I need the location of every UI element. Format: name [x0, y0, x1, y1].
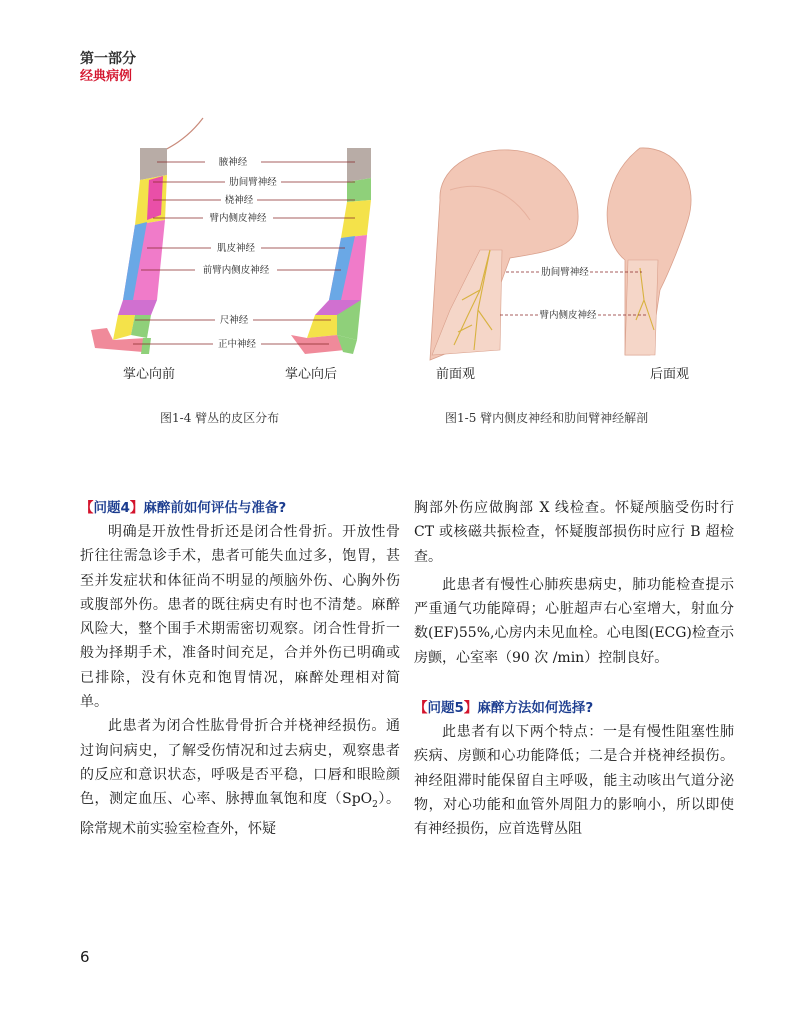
label-axillary: 腋神经	[218, 157, 248, 168]
label-ulnar: 尺神经	[219, 315, 249, 326]
arm-palm-forward	[91, 148, 167, 354]
figure5-caption: 图1-5 臂内侧皮神经和肋间臂神经解剖	[445, 411, 649, 425]
figure-dermatome-map	[85, 110, 385, 390]
label-medial-brachial-cutaneous: 臂内侧皮神经	[209, 213, 267, 224]
label-median: 正中神经	[217, 339, 257, 350]
q5-paragraph-1: 此患者有以下两个特点：一是有慢性阻塞性肺疾病、房颤和心功能降低；二是合并桡神经损伤。神经阻滞时能保留自主呼吸，能主动咳出气道分泌物，对心功能和血管外周阻力的影响小，所以即使有神经损伤，应首选臂丛阻	[414, 724, 734, 838]
right-column	[414, 496, 734, 842]
label-palm-back: 掌心向后	[285, 367, 338, 382]
figure-arm-anatomy	[410, 140, 720, 390]
label-back-view: 后面观	[650, 367, 690, 382]
label-intercostobrachial-5: 肋间臂神经	[541, 267, 589, 278]
q4-paragraph-2: 此患者为闭合性肱骨骨折合并桡神经损伤。通过询问病史，了解受伤情况和过去病史，观察患者的反应和意识状态，呼吸是否平稳，口唇和眼睑颜色，测定血压、心率、脉搏血氧饱和度（SpO$_2$）。除常规术前实验室检查外，怀疑	[80, 718, 400, 838]
left-column	[80, 496, 400, 842]
label-musculocutaneous: 肌皮神经	[216, 243, 256, 254]
label-front-view: 前面观	[436, 367, 476, 382]
arm-palm-back	[291, 148, 371, 354]
section-label: 经典病例	[80, 69, 133, 84]
label-palm-forward: 掌心向前	[123, 367, 176, 382]
label-intercostobrachial: 肋间臂神经	[229, 177, 277, 188]
label-medial-brachial-cutaneous-5: 臂内侧皮神经	[539, 310, 597, 321]
figure4-caption: 图1-4 臂丛的皮区分布	[160, 411, 280, 425]
part-label: 第一部分	[80, 51, 136, 67]
label-medial-antebrachial-cutaneous: 前臂内侧皮神经	[202, 265, 270, 276]
q4-paragraph-3: 此患者有慢性心肺疾患病史，肺功能检查提示严重通气功能障碍；心脏超声右心室增大，射血分数(EF)55%,心房内未见血栓。心电图(ECG)检查示房颤，心室率（90 次 /min）控制良好。	[414, 576, 734, 666]
q4-paragraph-1: 明确是开放性骨折还是闭合性骨折。开放性骨折往往需急诊手术，患者可能失血过多，饱胃，甚至并发症状和体征尚不明显的颅脑外伤、心胸外伤或腹部外伤。患者的既往病史有时也不清楚。麻醉风险大，整个围手术期需密切观察。闭合性骨折一般为择期手术，准备时间充足，合并外伤已明确或已排除，没有休克和饱胃情况，麻醉处理相对简单。	[80, 524, 400, 711]
q4-heading: 【问题4】麻醉前如何评估与准备?	[80, 500, 287, 516]
label-radial: 桡神经	[224, 195, 254, 206]
page-number: 6	[80, 948, 90, 966]
q5-heading: 【问题5】麻醉方法如何选择?	[414, 700, 594, 717]
q4-paragraph-2-cont: 胸部外伤应做胸部 X 线检查。怀疑颅脑受伤时行 CT 或核磁共振检查，怀疑腹部损伤时应行 B 超检查。	[414, 500, 734, 565]
